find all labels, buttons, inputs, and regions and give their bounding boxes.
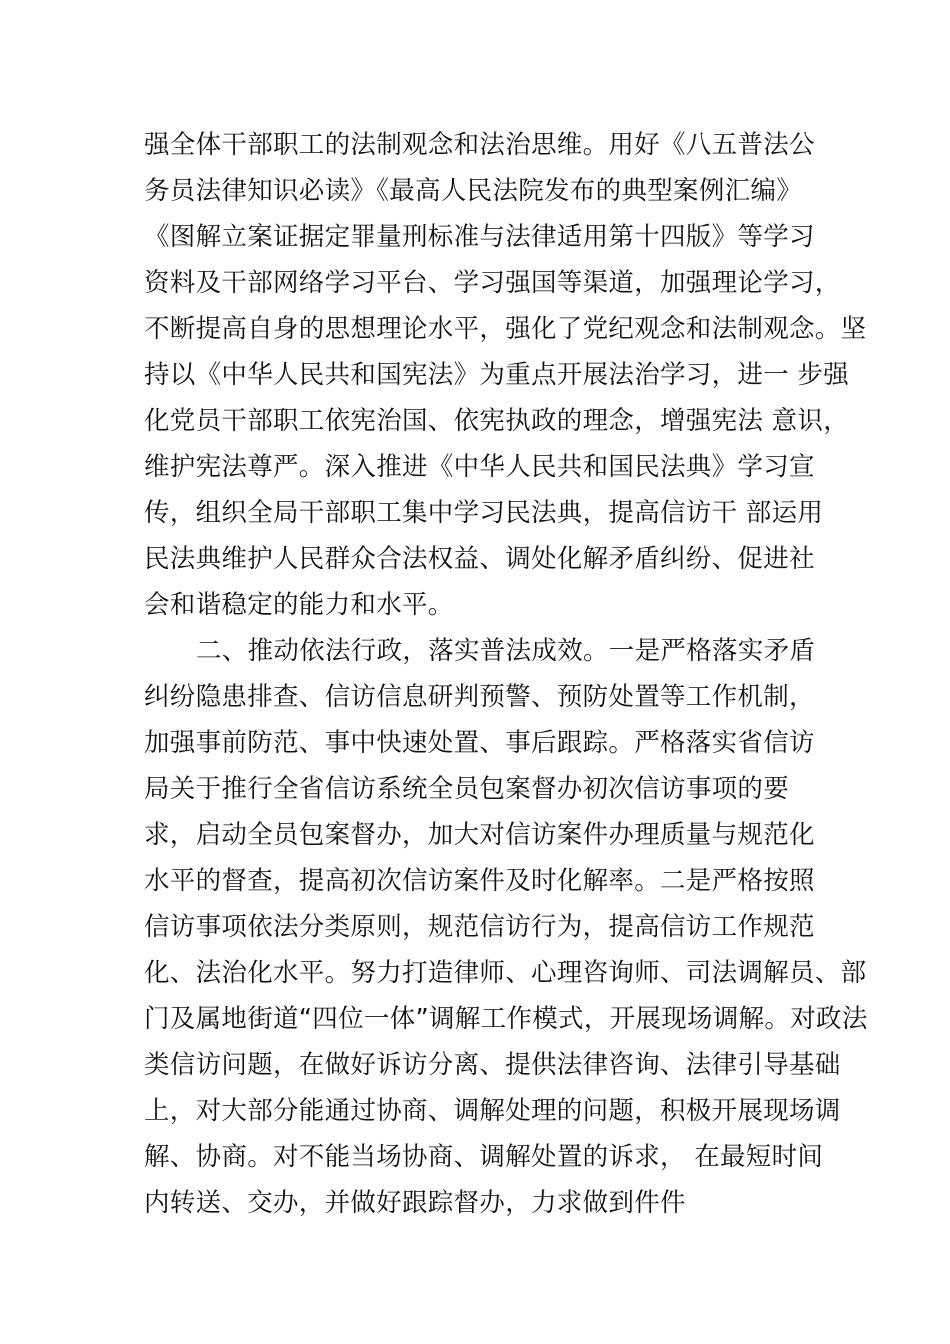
text-line: 不断提高自身的思想理论水平，强化了党纪观念和法制观念。坚 [144, 314, 867, 344]
text-line: 民法典维护人民群众合法权益、调处化解矛盾纠纷、促进社 [144, 544, 815, 574]
text-line: 内转送、交办，并做好跟踪督办，力求做到件件 [144, 1188, 686, 1218]
text-line: 类信访问题，在做好诉访分离、提供法律咨询、法律引导基础 [144, 1050, 841, 1080]
body-text [144, 122, 868, 1226]
paragraph-start-line: 二、推动依法行政，落实普法成效。一是严格落实矛盾 [196, 636, 816, 666]
text-line: 维护宪法尊严。深入推进《中华人民共和国民法典》学习宣 [144, 452, 815, 482]
text-line: 传，组织全局干部职工集中学习民法典，提高信访干 部运用 [144, 498, 824, 528]
text-line: 解、协商。对不能当场协商、调解处置的诉求， 在最短时间 [144, 1142, 824, 1172]
text-line: 水平的督查，提高初次信访案件及时化解率。二是严格按照 [144, 866, 815, 896]
text-line: 局关于推行全省信访系统全员包案督办初次信访事项的要 [144, 774, 790, 804]
text-line: 化、法治化水平。努力打造律师、心理咨询师、司法调解员、部 [144, 958, 867, 988]
text-line: 会和谐稳定的能力和水平。 [144, 590, 454, 620]
text-line: 化党员干部职工依宪治国、依宪执政的理念，增强宪法 意识， [144, 406, 850, 436]
text-line: 务员法律知识必读》《最高人民法院发布的典型案例汇编》 [144, 176, 803, 206]
text-line: 《图解立案证据定罪量刑标准与法律适用第十四版》等学习 [144, 222, 815, 252]
text-line: 上，对大部分能通过协商、调解处理的问题，积极开展现场调 [144, 1096, 841, 1126]
text-line: 信访事项依法分类原则，规范信访行为，提高信访工作规范 [144, 912, 815, 942]
text-line: 求，启动全员包案督办，加大对信访案件办理质量与规范化 [144, 820, 815, 850]
text-line: 资料及干部网络学习平台、学习强国等渠道，加强理论学习， [144, 268, 841, 298]
text-line: 加强事前防范、事中快速处置、事后跟踪。严格落实省信访 [144, 728, 815, 758]
text-line: 持以《中华人民共和国宪法》为重点开展法治学习，进一 步强 [144, 360, 850, 390]
text-line: 强全体干部职工的法制观念和法治思维。用好《八五普法公 [144, 130, 815, 160]
text-line: 门及属地街道“四位一体”调解工作模式，开展现场调解。对政法 [144, 1004, 868, 1034]
text-line: 纠纷隐患排查、信访信息研判预警、预防处置等工作机制， [144, 682, 815, 712]
